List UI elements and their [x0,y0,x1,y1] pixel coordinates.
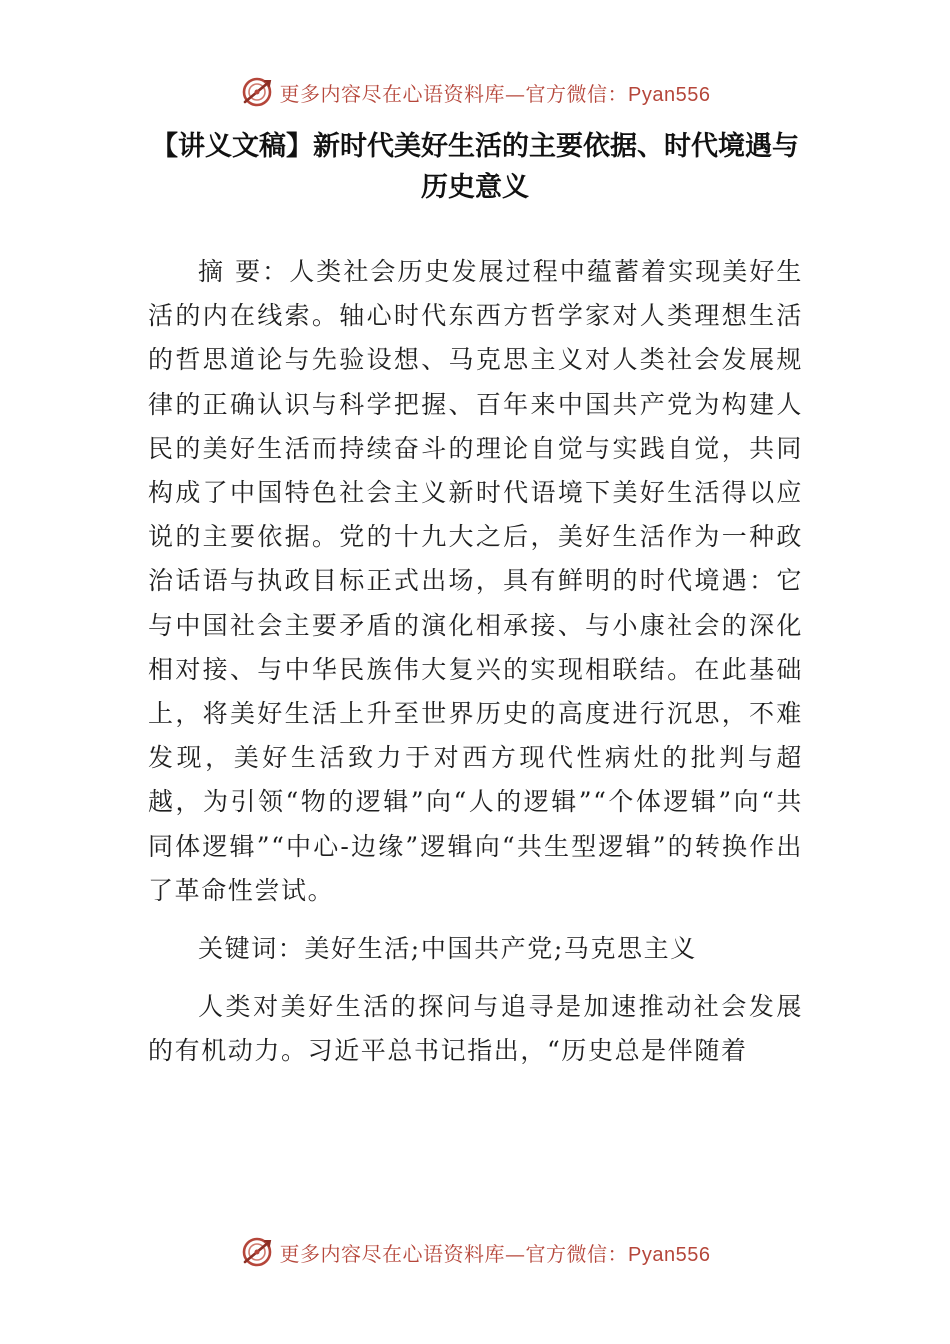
title-line-2: 历史意义 [421,172,529,203]
watermark-label: 更多内容尽在心语资料库—官方微信： [279,81,629,106]
keywords-paragraph [148,927,803,971]
abstract-text: 人类社会历史发展过程中蕴蓄着实现美好生活的内在线索。轴心时代东西方哲学家对人类理想生活的哲思道论与先验设想、马克思主义对人类社会发展规律的正确认识与科学把握、百年来中国共产党为构建人民的美好生活而持续奋斗的理论自觉与实践自觉，共同构成了中国特色社会主义新时代语境下美好生活得以应说的主要依据。党的十九大之后，美好生活作为一种政治话语与执政目标正式出场，具有鲜明的时代境遇：它与中国社会主要矛盾的演化相承接、与小康社会的深化相对接、与中华民族伟大复兴的实现相联结。在此基础上，将美好生活上升至世界历史的高度进行沉思，不难发现，美好生活致力于对西方现代性病灶的批判与超越，为引领“物的逻辑”向“人的逻辑”“个体逻辑”向“共同体逻辑”“中心-边缘”逻辑向“共生型逻辑”的转换作出了革命性尝试。 [148,257,803,905]
keywords-label: 关键词： [198,934,305,964]
watermark-text [280,78,711,107]
footer-watermark [0,1232,950,1272]
title-line-1: 【讲义文稿】新时代美好生活的主要依据、时代境遇与 [151,131,799,162]
library-logo-icon [240,1235,274,1269]
library-logo-icon [240,75,274,109]
document-body [148,250,803,1074]
body-paragraph: 人类对美好生活的探问与追寻是加速推动社会发展的有机动力。习近平总书记指出，“历史总是伴随着 [148,992,803,1066]
watermark-text [280,1238,711,1267]
keywords-text: 美好生活;中国共产党;马克思主义 [304,934,697,964]
watermark-label: 更多内容尽在心语资料库—官方微信： [279,1241,629,1266]
abstract-paragraph [148,250,803,913]
watermark-wechat-id: Pyan556 [628,83,711,106]
document-title [100,126,850,208]
watermark-wechat-id: Pyan556 [628,1243,711,1266]
header-watermark [0,72,950,112]
abstract-label: 摘 要： [198,257,290,286]
